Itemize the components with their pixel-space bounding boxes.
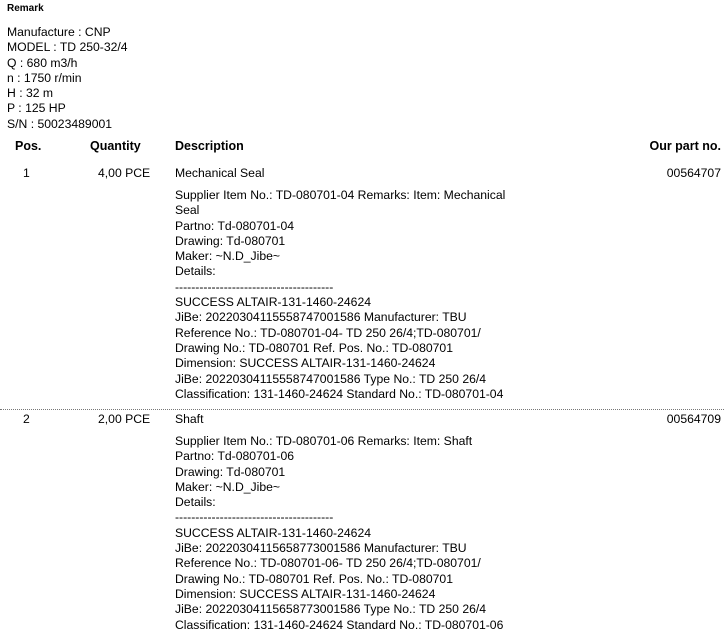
detail-line: Classification: 131-1460-24624 Standard No.: TD-080701-06 [175, 617, 504, 632]
detail-line: Drawing: Td-080701 [175, 464, 286, 479]
item-pos: 2 [23, 412, 30, 426]
remark-block [7, 25, 128, 132]
detail-line: Dimension: SUCCESS ALTAIR-131-1460-24624 [175, 356, 436, 371]
detail-line: Reference No.: TD-080701-04- TD 250 26/4;TD-080701/ [175, 325, 481, 340]
header-quantity: Quantity [90, 139, 141, 153]
detail-line: --------------------------------------- [175, 279, 334, 294]
remark-line: Q : 680 m3/h [7, 55, 78, 70]
detail-line: Reference No.: TD-080701-06- TD 250 26/4;TD-080701/ [175, 556, 481, 571]
detail-line: --------------------------------------- [175, 510, 334, 525]
detail-line: SUCCESS ALTAIR-131-1460-24624 [175, 525, 372, 540]
detail-line: Seal [175, 203, 200, 218]
table-header [0, 139, 724, 155]
item-details [175, 188, 545, 402]
remark-line: H : 32 m [7, 86, 54, 101]
remark-line: Manufacture : CNP [7, 25, 111, 39]
remark-line: n : 1750 r/min [7, 70, 82, 85]
remark-line: MODEL : TD 250-32/4 [7, 40, 128, 55]
detail-line: Classification: 131-1460-24624 Standard No.: TD-080701-04 [175, 386, 504, 401]
item-title: Shaft [175, 412, 204, 426]
detail-line: Drawing: Td-080701 [175, 233, 286, 248]
item-part-no: 00564709 [666, 412, 721, 426]
header-description: Description [175, 139, 244, 153]
detail-line: SUCCESS ALTAIR-131-1460-24624 [175, 295, 372, 310]
item-quantity: 2,00 PCE [98, 412, 151, 426]
detail-line: Supplier Item No.: TD-080701-04 Remarks: Item: Mechanical [175, 188, 506, 202]
remark-title: Remark [7, 3, 44, 14]
item-pos: 1 [23, 166, 30, 180]
item-quantity: 4,00 PCE [98, 166, 151, 180]
item-details [175, 434, 545, 633]
item-part-no: 00564707 [666, 166, 721, 180]
row-separator [0, 409, 724, 410]
remark-line: S/N : 50023489001 [7, 116, 113, 131]
header-pos: Pos. [15, 139, 42, 153]
detail-line: JiBe: 20220304115658773001586 Type No.: TD 250 26/4 [175, 602, 487, 617]
item-title: Mechanical Seal [175, 166, 265, 180]
detail-line: Details: [175, 264, 216, 279]
header-part-no: Our part no. [649, 139, 721, 153]
detail-line: Maker: ~N.D_Jibe~ [175, 249, 280, 264]
detail-line: Partno: Td-080701-06 [175, 449, 295, 464]
detail-line: JiBe: 20220304115658773001586 Manufacturer: TBU [175, 541, 467, 556]
detail-line: Drawing No.: TD-080701 Ref. Pos. No.: TD-080701 [175, 571, 453, 586]
detail-line: Partno: Td-080701-04 [175, 218, 295, 233]
detail-line: JiBe: 20220304115558747001586 Type No.: TD 250 26/4 [175, 371, 487, 386]
detail-line: Maker: ~N.D_Jibe~ [175, 479, 280, 494]
detail-line: Details: [175, 495, 216, 510]
detail-line: Dimension: SUCCESS ALTAIR-131-1460-24624 [175, 586, 436, 601]
detail-line: JiBe: 20220304115558747001586 Manufacturer: TBU [175, 310, 467, 325]
detail-line: Supplier Item No.: TD-080701-06 Remarks: Item: Shaft [175, 434, 473, 448]
remark-line: P : 125 HP [7, 101, 66, 116]
detail-line: Drawing No.: TD-080701 Ref. Pos. No.: TD-080701 [175, 340, 453, 355]
